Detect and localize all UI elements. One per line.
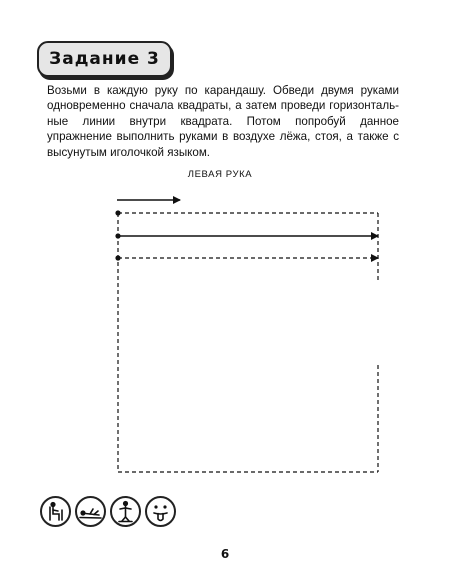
page-number: 6 [220, 547, 230, 561]
tongue-out-face-icon [145, 496, 176, 527]
standing-figure-icon [110, 496, 141, 527]
start-dot [115, 233, 120, 238]
instructions-text: Возьми в каждую руку по карандашу. Обведи двумя руками одновременно сначала квадраты, а затем проведи горизонтальные линии внутри квадрата. Потом попробуй данное упражнение выполнить руками в воздухе лёжа, стоя, а также с высунутым иголочкой языком. [47, 84, 399, 159]
hand-label: ЛЕВАЯ РУКА [187, 169, 253, 180]
start-dot [115, 255, 120, 260]
lying-figure-icon [75, 496, 106, 527]
sitting-figure-icon [40, 496, 71, 527]
start-dot [115, 210, 120, 215]
activity-icons [40, 496, 176, 527]
task-title: Задание 3 [49, 49, 160, 69]
dashed-square [118, 213, 378, 472]
